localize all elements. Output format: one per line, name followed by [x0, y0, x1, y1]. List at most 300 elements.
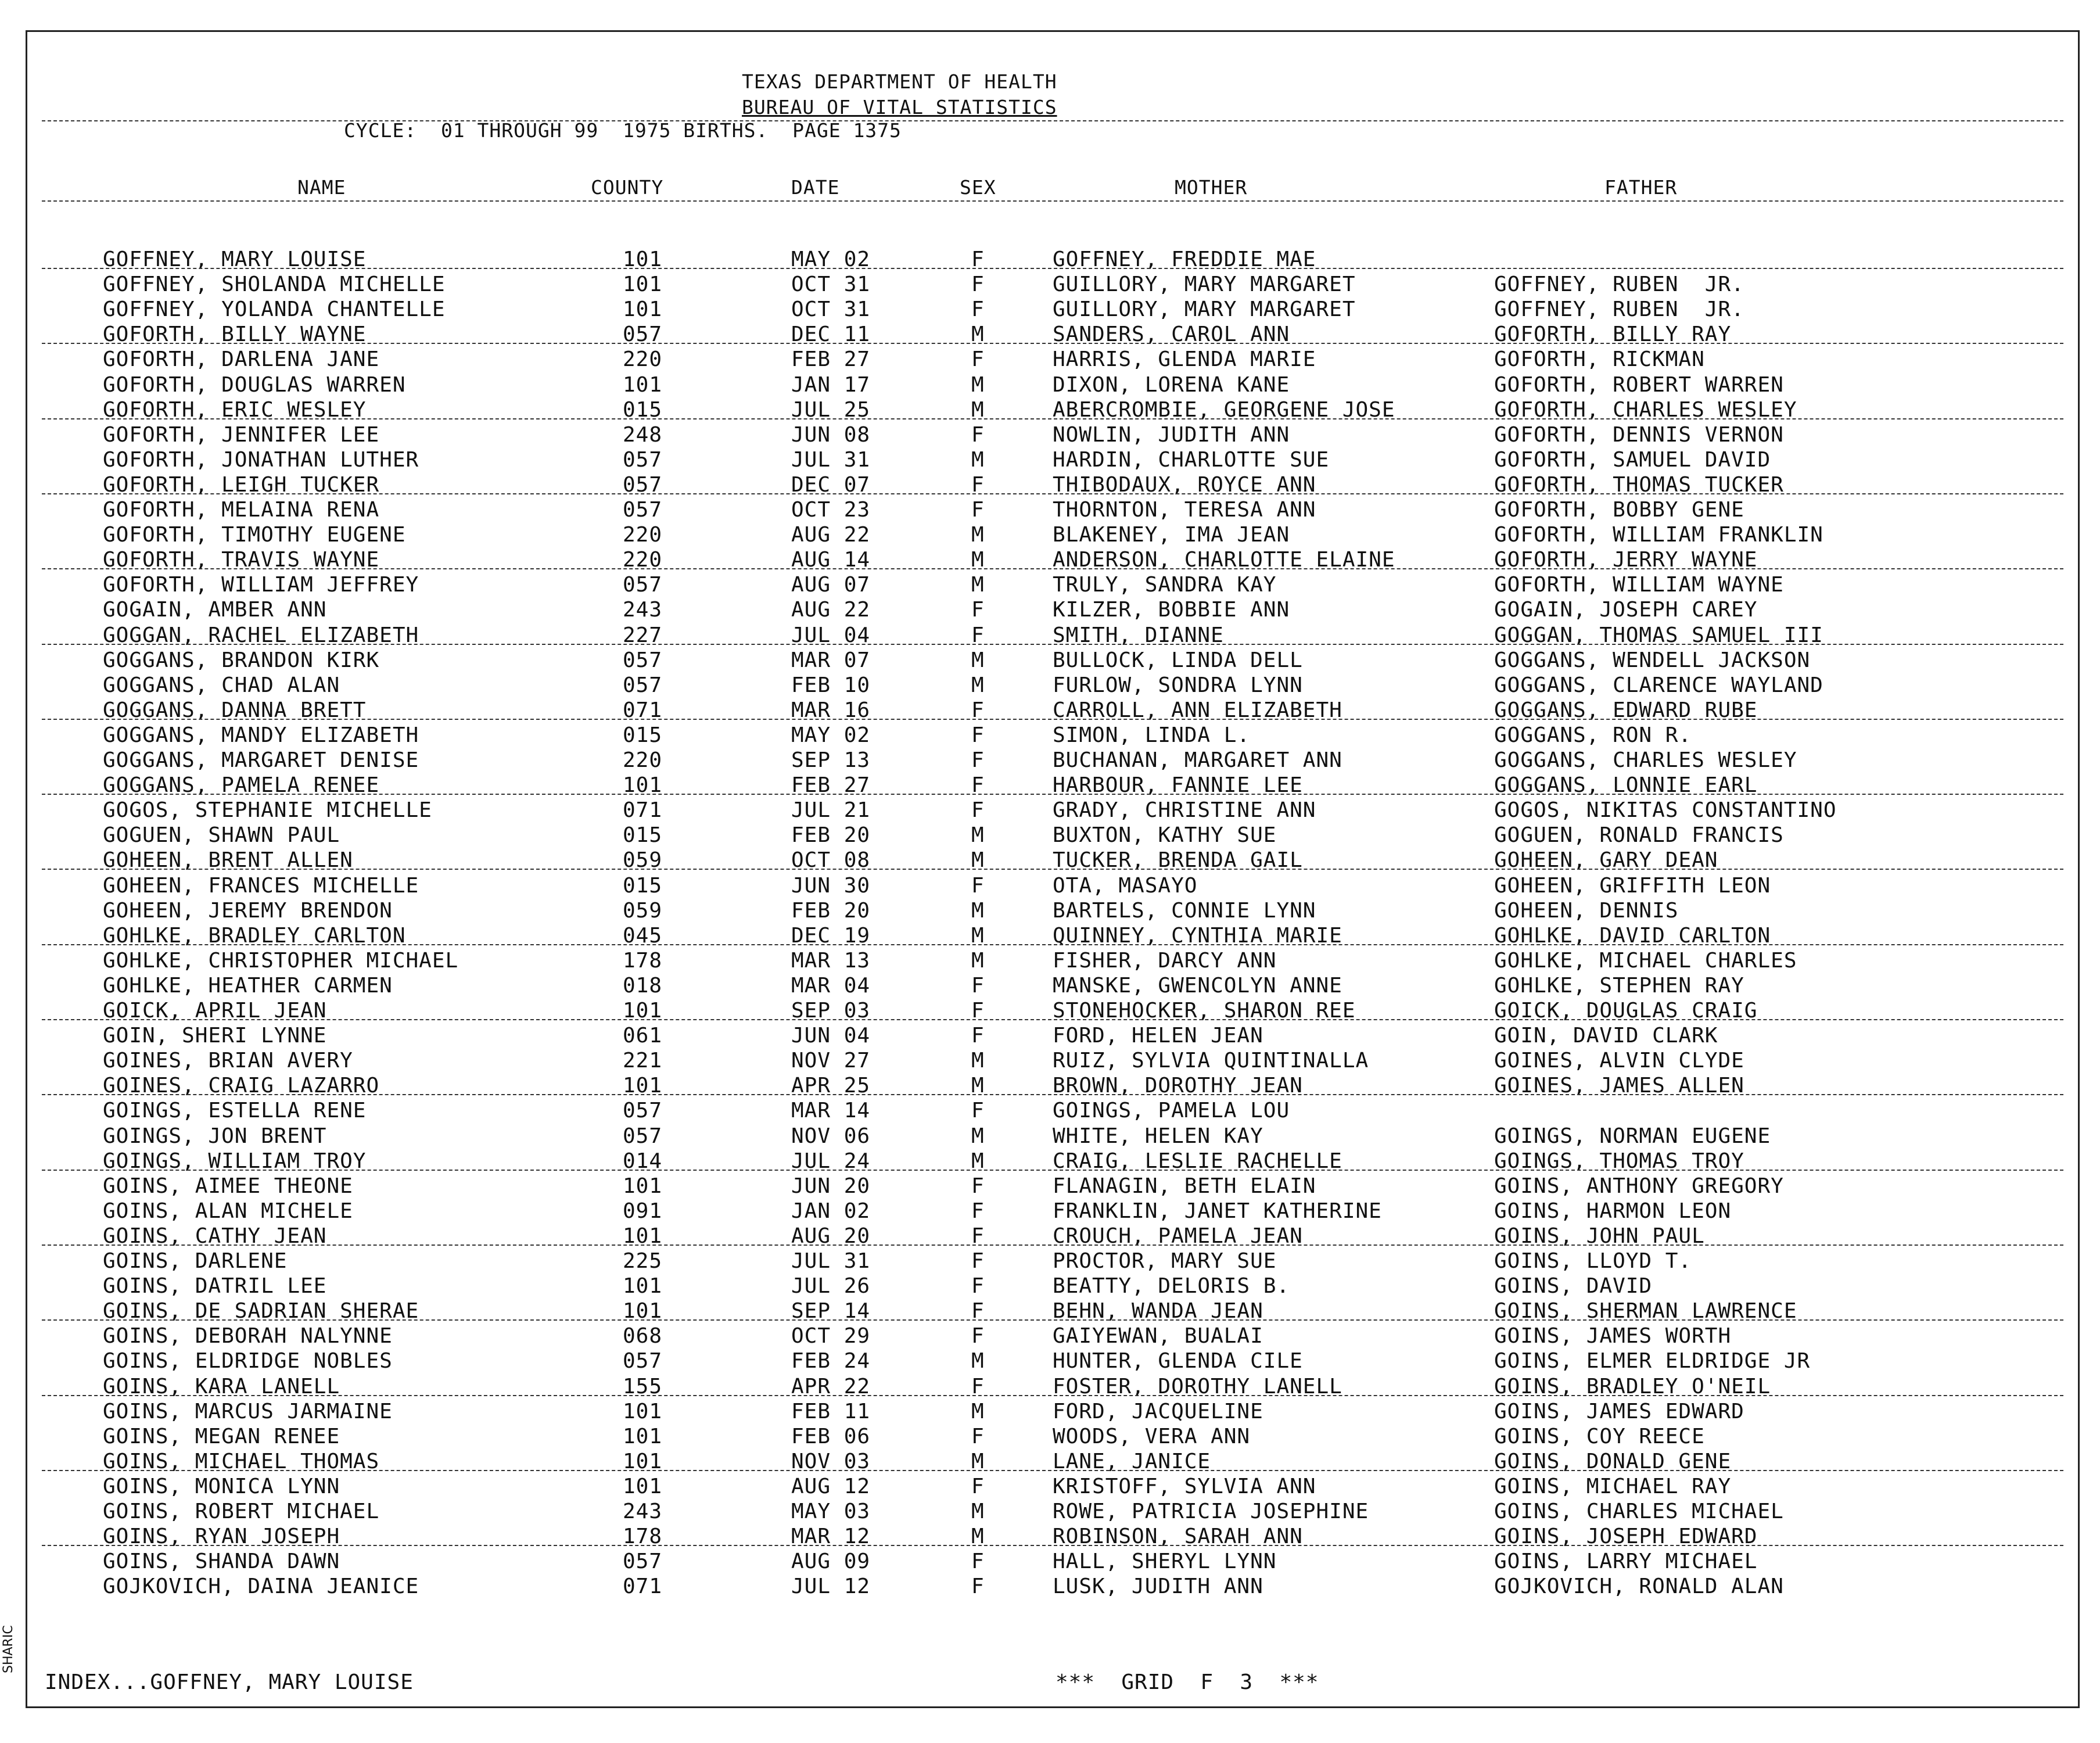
cell-name: GOGUEN, SHAWN PAUL: [103, 823, 340, 848]
cell-date: FEB 11: [791, 1399, 871, 1423]
cell-county: 071: [623, 1575, 663, 1599]
cell-name: GOJKOVICH, DAINA JEANICE: [103, 1575, 419, 1599]
cell-name: GOINGS, JON BRENT: [103, 1124, 327, 1148]
cell-father: GOINS, CHARLES MICHAEL: [1494, 1500, 1784, 1523]
cell-county: 101: [623, 1299, 663, 1324]
cell-father: GOFORTH, JERRY WAYNE: [1494, 548, 1758, 572]
cell-date: OCT 08: [791, 848, 871, 873]
cell-date: DEC 19: [791, 923, 871, 948]
cell-name: GOHLKE, HEATHER CARMEN: [103, 973, 393, 998]
cell-mother: SANDERS, CAROL ANN: [1053, 322, 1290, 347]
cell-mother: HARBOUR, FANNIE LEE: [1053, 773, 1303, 798]
cell-mother: ROWE, PATRICIA JOSEPHINE: [1053, 1500, 1369, 1523]
cell-mother: BROWN, DOROTHY JEAN: [1053, 1074, 1303, 1098]
cell-father: GOHEEN, DENNIS: [1494, 898, 1679, 923]
cell-county: 101: [623, 999, 663, 1023]
cell-date: MAY 02: [791, 723, 871, 747]
cell-date: SEP 03: [791, 999, 871, 1023]
cell-sex: F: [971, 272, 985, 297]
table-row: [27, 1124, 2078, 1149]
table-row: [27, 873, 2078, 898]
cell-mother: GAIYEWAN, BUALAI: [1053, 1324, 1263, 1349]
cell-name: GOFORTH, JENNIFER LEE: [103, 422, 380, 447]
cell-sex: F: [971, 723, 985, 747]
table-row: [27, 572, 2078, 597]
cell-mother: WHITE, HELEN KAY: [1053, 1124, 1263, 1148]
cell-county: 057: [623, 673, 663, 697]
cell-father: GOFORTH, CHARLES WESLEY: [1494, 397, 1797, 422]
table-row: [27, 1349, 2078, 1373]
table-row: [27, 447, 2078, 472]
cell-mother: SIMON, LINDA L.: [1053, 723, 1251, 747]
cell-father: GOGGANS, RON R.: [1494, 723, 1692, 747]
cell-name: GOINS, MONICA LYNN: [103, 1474, 340, 1498]
cell-mother: DIXON, LORENA KANE: [1053, 372, 1290, 397]
table-row: [27, 1474, 2078, 1499]
cell-mother: KRISTOFF, SYLVIA ANN: [1053, 1474, 1316, 1498]
column-header-sex: SEX: [960, 176, 996, 199]
cell-date: OCT 23: [791, 498, 871, 522]
cell-father: GOGGAN, THOMAS SAMUEL III: [1494, 623, 1823, 647]
table-row: [27, 347, 2078, 372]
cell-name: GOFORTH, ERIC WESLEY: [103, 397, 367, 422]
cell-mother: MANSKE, GWENCOLYN ANNE: [1053, 973, 1342, 998]
cell-date: JUL 21: [791, 798, 871, 823]
cell-date: JUN 20: [791, 1174, 871, 1198]
row-divider: [42, 343, 2063, 344]
cell-father: GOINES, JAMES ALLEN: [1494, 1074, 1744, 1098]
cell-sex: F: [971, 1249, 985, 1273]
cell-sex: M: [971, 1525, 985, 1549]
cell-county: 045: [623, 923, 663, 948]
cell-sex: F: [971, 472, 985, 497]
cell-name: GOFORTH, MELAINA RENA: [103, 498, 380, 522]
cell-sex: F: [971, 248, 985, 271]
cell-sex: M: [971, 948, 985, 973]
table-row: [27, 1499, 2078, 1524]
cell-county: 101: [623, 1174, 663, 1198]
cell-sex: F: [971, 973, 985, 998]
cell-mother: KILZER, BOBBIE ANN: [1053, 598, 1290, 622]
cell-father: GOFORTH, SAMUEL DAVID: [1494, 447, 1771, 472]
table-row: [27, 1098, 2078, 1123]
cell-name: GOFFNEY, MARY LOUISE: [103, 248, 367, 271]
cell-date: MAR 16: [791, 698, 871, 722]
row-divider: [42, 1395, 2063, 1396]
cell-sex: M: [971, 1049, 985, 1073]
cell-county: 057: [623, 1099, 663, 1123]
cell-county: 101: [623, 1224, 663, 1248]
cell-father: GOINGS, THOMAS TROY: [1494, 1149, 1744, 1173]
cell-county: 057: [623, 648, 663, 672]
cell-county: 057: [623, 447, 663, 472]
cell-sex: F: [971, 422, 985, 447]
cell-sex: F: [971, 623, 985, 647]
cell-county: 220: [623, 748, 663, 772]
cell-name: GOGGANS, CHAD ALAN: [103, 673, 340, 697]
table-row: [27, 422, 2078, 447]
cell-sex: M: [971, 372, 985, 397]
column-header-date: DATE: [791, 176, 840, 199]
cell-date: AUG 22: [791, 523, 871, 547]
cell-date: AUG 22: [791, 598, 871, 622]
cell-name: GOINS, DARLENE: [103, 1249, 288, 1273]
row-divider: [42, 418, 2063, 419]
cell-date: NOV 03: [791, 1449, 871, 1473]
cell-date: APR 25: [791, 1074, 871, 1098]
header-line-1: TEXAS DEPARTMENT OF HEALTH: [742, 70, 1057, 93]
document-page: [26, 30, 2080, 1708]
cell-name: GOFORTH, BILLY WAYNE: [103, 322, 367, 347]
cell-father: GOGGANS, LONNIE EARL: [1494, 773, 1758, 798]
cell-mother: NOWLIN, JUDITH ANN: [1053, 422, 1290, 447]
cell-father: GOGGANS, WENDELL JACKSON: [1494, 648, 1811, 672]
cell-father: GOINS, LARRY MICHAEL: [1494, 1550, 1758, 1574]
cell-sex: M: [971, 673, 985, 697]
cell-name: GOGGANS, MARGARET DENISE: [103, 748, 419, 772]
cell-father: GOINS, JAMES WORTH: [1494, 1324, 1732, 1349]
cell-name: GOFFNEY, YOLANDA CHANTELLE: [103, 297, 446, 322]
cell-sex: M: [971, 1399, 985, 1423]
cell-mother: GUILLORY, MARY MARGARET: [1053, 272, 1356, 297]
cell-mother: CROUCH, PAMELA JEAN: [1053, 1224, 1303, 1248]
cell-name: GOFORTH, JONATHAN LUTHER: [103, 447, 419, 472]
column-header-divider: [42, 200, 2063, 202]
cell-father: GOHLKE, DAVID CARLTON: [1494, 923, 1771, 948]
cell-father: GOINES, ALVIN CLYDE: [1494, 1049, 1744, 1073]
cell-county: 101: [623, 1424, 663, 1448]
row-divider: [42, 944, 2063, 945]
row-divider: [42, 1319, 2063, 1321]
cell-sex: M: [971, 523, 985, 547]
cell-name: GOFORTH, TRAVIS WAYNE: [103, 548, 380, 572]
cell-sex: F: [971, 598, 985, 622]
cell-mother: BLAKENEY, IMA JEAN: [1053, 523, 1290, 547]
cell-mother: PROCTOR, MARY SUE: [1053, 1249, 1277, 1273]
cell-father: GOINS, JOHN PAUL: [1494, 1224, 1705, 1248]
cell-date: AUG 14: [791, 548, 871, 572]
cell-date: FEB 27: [791, 773, 871, 798]
cell-county: 225: [623, 1249, 663, 1273]
cell-mother: BARTELS, CONNIE LYNN: [1053, 898, 1316, 923]
cell-sex: M: [971, 1074, 985, 1098]
cell-name: GOINGS, ESTELLA RENE: [103, 1099, 367, 1123]
cell-date: JUL 26: [791, 1274, 871, 1299]
cell-date: MAR 13: [791, 948, 871, 973]
cell-sex: F: [971, 748, 985, 772]
row-divider: [42, 869, 2063, 870]
table-row: [27, 1048, 2078, 1073]
cell-date: FEB 24: [791, 1349, 871, 1373]
cell-name: GOINS, RYAN JOSEPH: [103, 1525, 340, 1549]
column-header-father: FATHER: [1604, 176, 1678, 199]
cell-sex: F: [971, 297, 985, 322]
cell-name: GOGOS, STEPHANIE MICHELLE: [103, 798, 432, 823]
cell-mother: FORD, HELEN JEAN: [1053, 1024, 1263, 1048]
cell-name: GOGGANS, DANNA BRETT: [103, 698, 367, 722]
cell-sex: M: [971, 1124, 985, 1148]
cell-sex: M: [971, 1349, 985, 1373]
cell-date: OCT 31: [791, 297, 871, 322]
cell-sex: F: [971, 347, 985, 372]
cell-sex: F: [971, 1099, 985, 1123]
table-row: [27, 648, 2078, 673]
table-row: [27, 1549, 2078, 1574]
cell-county: 155: [623, 1374, 663, 1398]
cell-county: 057: [623, 1124, 663, 1148]
cell-name: GOINS, ROBERT MICHAEL: [103, 1500, 380, 1523]
cell-father: GOINS, JOSEPH EDWARD: [1494, 1525, 1758, 1549]
row-divider: [42, 1094, 2063, 1095]
cell-county: 018: [623, 973, 663, 998]
cell-date: FEB 20: [791, 898, 871, 923]
cell-mother: STONEHOCKER, SHARON REE: [1053, 999, 1356, 1023]
cell-mother: HARDIN, CHARLOTTE SUE: [1053, 447, 1330, 472]
cell-date: NOV 06: [791, 1124, 871, 1148]
cell-sex: F: [971, 1550, 985, 1574]
cell-sex: F: [971, 1024, 985, 1048]
cell-father: GOINS, MICHAEL RAY: [1494, 1474, 1732, 1498]
cell-father: GOHLKE, STEPHEN RAY: [1494, 973, 1744, 998]
row-divider: [42, 1545, 2063, 1546]
cell-mother: ROBINSON, SARAH ANN: [1053, 1525, 1303, 1549]
column-header-name: NAME: [297, 176, 346, 199]
cell-mother: FISHER, DARCY ANN: [1053, 948, 1277, 973]
table-row: [27, 973, 2078, 998]
cell-mother: GUILLORY, MARY MARGARET: [1053, 297, 1356, 322]
cell-date: JUL 31: [791, 1249, 871, 1273]
cell-county: 057: [623, 1550, 663, 1574]
cell-date: AUG 12: [791, 1474, 871, 1498]
cell-name: GOINS, DEBORAH NALYNNE: [103, 1324, 393, 1349]
cell-date: SEP 14: [791, 1299, 871, 1324]
column-header-mother: MOTHER: [1175, 176, 1248, 199]
cell-date: JAN 02: [791, 1199, 871, 1223]
cell-father: GOGUEN, RONALD FRANCIS: [1494, 823, 1784, 848]
row-divider: [42, 1170, 2063, 1171]
cell-sex: M: [971, 548, 985, 572]
cell-county: 068: [623, 1324, 663, 1349]
cell-sex: F: [971, 1374, 985, 1398]
cell-name: GOINS, DE SADRIAN SHERAE: [103, 1299, 419, 1324]
cell-sex: F: [971, 1224, 985, 1248]
cell-name: GOFORTH, DARLENA JANE: [103, 347, 380, 372]
cell-father: GOHEEN, GRIFFITH LEON: [1494, 873, 1771, 898]
cell-father: GOINS, SHERMAN LAWRENCE: [1494, 1299, 1797, 1324]
cell-county: 248: [623, 422, 663, 447]
cell-sex: M: [971, 573, 985, 597]
table-row: [27, 597, 2078, 622]
table-row: [27, 1399, 2078, 1424]
cell-county: 243: [623, 598, 663, 622]
cell-sex: F: [971, 999, 985, 1023]
cell-sex: F: [971, 773, 985, 798]
cell-name: GOHEEN, FRANCES MICHELLE: [103, 873, 419, 898]
cell-date: JAN 17: [791, 372, 871, 397]
cell-mother: SMITH, DIANNE: [1053, 623, 1224, 647]
cell-sex: M: [971, 848, 985, 873]
cell-county: 091: [623, 1199, 663, 1223]
cell-name: GOINS, CATHY JEAN: [103, 1224, 327, 1248]
cell-county: 059: [623, 898, 663, 923]
cell-name: GOFFNEY, SHOLANDA MICHELLE: [103, 272, 446, 297]
cell-mother: ABERCROMBIE, GEORGENE JOSE: [1053, 397, 1395, 422]
cell-county: 061: [623, 1024, 663, 1048]
row-divider: [42, 1245, 2063, 1246]
table-row: [27, 723, 2078, 748]
cell-date: MAR 07: [791, 648, 871, 672]
cell-mother: CARROLL, ANN ELIZABETH: [1053, 698, 1342, 722]
cell-county: 101: [623, 1449, 663, 1473]
cell-father: GOINS, BRADLEY O'NEIL: [1494, 1374, 1771, 1398]
cell-county: 057: [623, 1349, 663, 1373]
cell-father: GOIN, DAVID CLARK: [1494, 1024, 1718, 1048]
cell-date: NOV 27: [791, 1049, 871, 1073]
cell-sex: F: [971, 1199, 985, 1223]
cycle-line: CYCLE: 01 THROUGH 99 1975 BIRTHS. PAGE 1375: [344, 119, 902, 142]
cell-sex: M: [971, 1500, 985, 1523]
cell-date: MAR 12: [791, 1525, 871, 1549]
cell-father: GOFFNEY, RUBEN JR.: [1494, 297, 1744, 322]
cell-sex: F: [971, 873, 985, 898]
cell-name: GOGGAN, RACHEL ELIZABETH: [103, 623, 419, 647]
cell-county: 015: [623, 873, 663, 898]
cell-mother: ANDERSON, CHARLOTTE ELAINE: [1053, 548, 1395, 572]
cell-name: GOGGANS, MANDY ELIZABETH: [103, 723, 419, 747]
cell-name: GOINGS, WILLIAM TROY: [103, 1149, 367, 1173]
cell-county: 178: [623, 948, 663, 973]
cell-name: GOINS, MARCUS JARMAINE: [103, 1399, 393, 1423]
cell-mother: BEHN, WANDA JEAN: [1053, 1299, 1263, 1324]
cell-county: 220: [623, 347, 663, 372]
row-divider: [42, 644, 2063, 645]
table-row: [27, 798, 2078, 823]
cell-mother: GRADY, CHRISTINE ANN: [1053, 798, 1316, 823]
cell-father: GOFORTH, DENNIS VERNON: [1494, 422, 1784, 447]
cell-county: 101: [623, 272, 663, 297]
cell-mother: FRANKLIN, JANET KATHERINE: [1053, 1199, 1382, 1223]
cell-name: GOHLKE, BRADLEY CARLTON: [103, 923, 406, 948]
cell-father: GOJKOVICH, RONALD ALAN: [1494, 1575, 1784, 1599]
cell-father: GOINS, ANTHONY GREGORY: [1494, 1174, 1784, 1198]
cell-mother: FOSTER, DOROTHY LANELL: [1053, 1374, 1342, 1398]
cell-date: JUL 12: [791, 1575, 871, 1599]
table-row: [27, 497, 2078, 522]
cell-sex: F: [971, 1174, 985, 1198]
row-divider: [42, 1470, 2063, 1471]
cell-mother: THIBODAUX, ROYCE ANN: [1053, 472, 1316, 497]
cell-mother: THORNTON, TERESA ANN: [1053, 498, 1316, 522]
cell-mother: FURLOW, SONDRA LYNN: [1053, 673, 1303, 697]
table-row: [27, 673, 2078, 698]
side-mark: SHARIC: [1, 1625, 16, 1673]
cell-county: 071: [623, 698, 663, 722]
column-header-county: COUNTY: [591, 176, 664, 199]
cell-county: 059: [623, 848, 663, 873]
cell-date: JUL 25: [791, 397, 871, 422]
cell-county: 220: [623, 548, 663, 572]
table-row: [27, 1424, 2078, 1449]
cell-name: GOGAIN, AMBER ANN: [103, 598, 327, 622]
cell-mother: TRULY, SANDRA KAY: [1053, 573, 1277, 597]
cell-county: 101: [623, 1474, 663, 1498]
cell-sex: M: [971, 923, 985, 948]
row-divider: [42, 1019, 2063, 1020]
row-divider: [42, 794, 2063, 795]
cell-name: GOINES, BRIAN AVERY: [103, 1049, 353, 1073]
cell-date: AUG 20: [791, 1224, 871, 1248]
cell-father: GOHEEN, GARY DEAN: [1494, 848, 1718, 873]
cell-mother: CRAIG, LESLIE RACHELLE: [1053, 1149, 1342, 1173]
cell-father: GOGGANS, EDWARD RUBE: [1494, 698, 1758, 722]
table-row: [27, 372, 2078, 397]
cell-mother: RUIZ, SYLVIA QUINTINALLA: [1053, 1049, 1369, 1073]
cell-name: GOFORTH, WILLIAM JEFFREY: [103, 573, 419, 597]
cell-father: GOGGANS, CHARLES WESLEY: [1494, 748, 1797, 772]
cell-name: GOINS, ALAN MICHELE: [103, 1199, 353, 1223]
cell-father: GOFFNEY, RUBEN JR.: [1494, 272, 1744, 297]
cell-sex: F: [971, 1474, 985, 1498]
cell-date: AUG 07: [791, 573, 871, 597]
cell-date: FEB 10: [791, 673, 871, 697]
cell-sex: F: [971, 798, 985, 823]
cell-father: GOFORTH, BOBBY GENE: [1494, 498, 1744, 522]
cell-name: GOINS, SHANDA DAWN: [103, 1550, 340, 1574]
cell-county: 101: [623, 773, 663, 798]
cell-county: 101: [623, 297, 663, 322]
cell-name: GOGGANS, BRANDON KIRK: [103, 648, 380, 672]
cell-county: 220: [623, 523, 663, 547]
cell-county: 057: [623, 472, 663, 497]
cell-name: GOHLKE, CHRISTOPHER MICHAEL: [103, 948, 459, 973]
cell-mother: FORD, JACQUELINE: [1053, 1399, 1263, 1423]
cell-name: GOINS, MEGAN RENEE: [103, 1424, 340, 1448]
cell-name: GOFORTH, TIMOTHY EUGENE: [103, 523, 406, 547]
cell-sex: M: [971, 397, 985, 422]
cell-county: 015: [623, 823, 663, 848]
cell-sex: F: [971, 698, 985, 722]
cell-father: GOGGANS, CLARENCE WAYLAND: [1494, 673, 1823, 697]
footer-grid: *** GRID F 3 ***: [1056, 1670, 1319, 1694]
cell-date: FEB 06: [791, 1424, 871, 1448]
cell-name: GOGGANS, PAMELA RENEE: [103, 773, 380, 798]
row-divider: [42, 568, 2063, 569]
cell-county: 178: [623, 1525, 663, 1549]
cell-sex: F: [971, 1324, 985, 1349]
cell-father: GOINS, COY REECE: [1494, 1424, 1705, 1448]
row-divider: [42, 719, 2063, 720]
cell-county: 015: [623, 723, 663, 747]
cell-date: FEB 27: [791, 347, 871, 372]
cell-father: GOGOS, NIKITAS CONSTANTINO: [1494, 798, 1837, 823]
table-row: [27, 748, 2078, 773]
cell-sex: M: [971, 1149, 985, 1173]
cell-county: 243: [623, 1500, 663, 1523]
cell-father: GOFORTH, ROBERT WARREN: [1494, 372, 1784, 397]
table-row: [27, 1249, 2078, 1274]
cell-date: JUL 04: [791, 623, 871, 647]
cell-mother: BUXTON, KATHY SUE: [1053, 823, 1277, 848]
cell-county: 057: [623, 322, 663, 347]
cell-name: GOINES, CRAIG LAZARRO: [103, 1074, 380, 1098]
cell-date: MAR 14: [791, 1099, 871, 1123]
cell-sex: M: [971, 898, 985, 923]
cell-county: 221: [623, 1049, 663, 1073]
cell-father: GOFORTH, BILLY RAY: [1494, 322, 1732, 347]
cell-county: 101: [623, 1399, 663, 1423]
row-divider: [42, 268, 2063, 269]
cell-date: APR 22: [791, 1374, 871, 1398]
